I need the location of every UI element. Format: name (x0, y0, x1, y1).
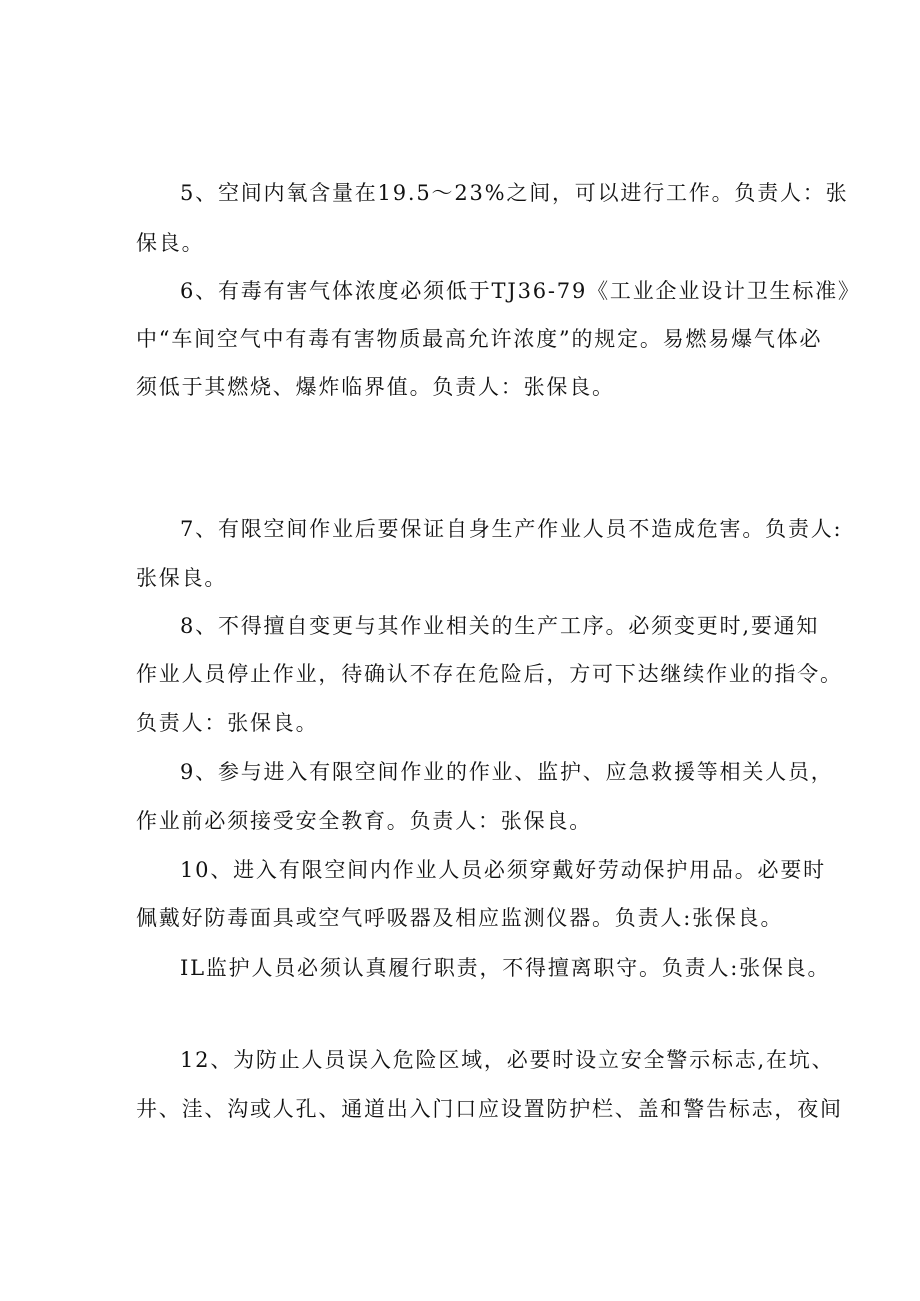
paragraph-line: 作业人员停止作业，待确认不存在危险后，方可下达继续作业的指令。 (136, 662, 843, 686)
paragraph-line: 井、洼、沟或人孔、通道出入门口应设置防护栏、盖和警告标志，夜间 (136, 1097, 843, 1121)
paragraph-line: 12、为防止人员误入危险区域，必要时设立安全警示标志,在坑、 (180, 1048, 835, 1072)
paragraph-line: 负责人：张保良。 (136, 711, 319, 735)
paragraph-line: 佩戴好防毒面具或空气呼吸器及相应监测仪器。负责人:张保良。 (136, 906, 784, 930)
paragraph-line: 5、空间内氧含量在19.5～23%之间，可以进行工作。负责人：张 (180, 181, 849, 205)
paragraph-line: 9、参与进入有限空间作业的作业、监护、应急救援等相关人员， (180, 760, 834, 784)
paragraph-line: 8、不得擅自变更与其作业相关的生产工序。必须变更时,要通知 (180, 614, 820, 638)
paragraph-line: 7、有限空间作业后要保证自身生产作业人员不造成危害。负责人: (180, 517, 843, 541)
paragraph-line: 作业前必须接受安全教育。负责人：张保良。 (136, 809, 592, 833)
paragraph-line: IL监护人员必须认真履行职责，不得擅离职守。负责人:张保良。 (180, 956, 831, 980)
paragraph-line: 10、进入有限空间内作业人员必须穿戴好劳动保护用品。必要时 (180, 858, 826, 882)
paragraph-line: 保良。 (136, 231, 205, 255)
paragraph-line: 须低于其燃烧、爆炸临界值。负责人：张保良。 (136, 375, 615, 399)
paragraph-line: 张保良。 (136, 566, 228, 590)
paragraph-line: 6、有毒有害气体浓度必须低于TJ36-79《工业企业设计卫生标准》 (180, 279, 861, 303)
paragraph-line: 中“车间空气中有毒有害物质最高允许浓度”的规定。易燃易爆气体必 (136, 327, 823, 351)
